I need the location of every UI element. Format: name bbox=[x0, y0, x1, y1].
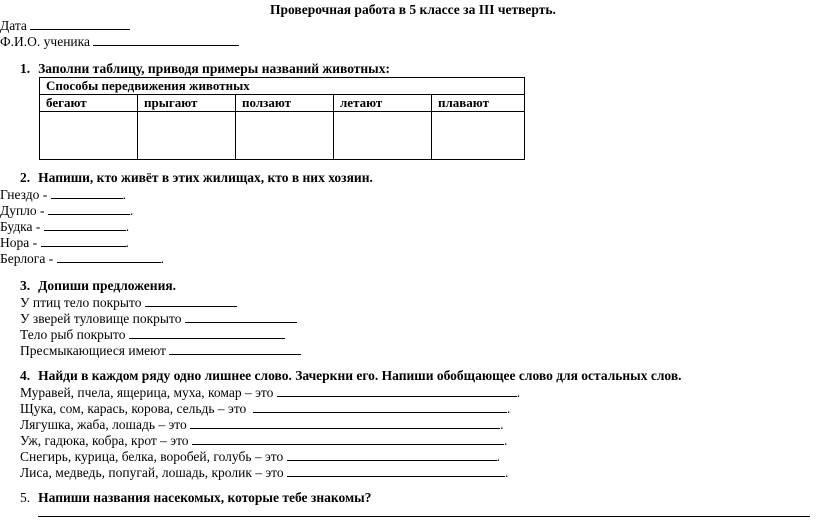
task3-item-label: У птиц тело покрыто bbox=[20, 295, 142, 310]
task3-item-label: У зверей туловище покрыто bbox=[20, 311, 182, 326]
task3-item bbox=[20, 326, 285, 343]
task4-item-label: Муравей, пчела, ящерица, муха, комар – это bbox=[20, 385, 274, 400]
answer-blank[interactable] bbox=[145, 294, 237, 307]
task2-text: Напиши, кто живёт в этих жилищах, кто в них хозяин. bbox=[38, 170, 373, 185]
task3-text: Допиши предложения. bbox=[38, 278, 177, 293]
task3-item bbox=[20, 310, 297, 327]
column-header: прыгают bbox=[138, 95, 236, 112]
task5-number: 5. bbox=[20, 490, 31, 505]
task4-item bbox=[20, 384, 520, 401]
task4-item-label: Лиса, медведь, попугай, лошадь, кролик – это bbox=[20, 465, 284, 480]
period: . bbox=[507, 401, 511, 416]
task4-item-label: Щука, сом, карась, корова, сельдь – это bbox=[20, 401, 247, 416]
task2-item bbox=[0, 250, 164, 267]
task1-text: Заполни таблицу, приводя примеры названий животных: bbox=[38, 61, 390, 76]
page-title: Проверочная работа в 5 классе за III четверть. bbox=[270, 2, 556, 17]
task3-item bbox=[20, 342, 301, 359]
task4-heading bbox=[20, 368, 682, 384]
task3-item-label: Тело рыб покрыто bbox=[20, 327, 126, 342]
answer-cell[interactable] bbox=[334, 112, 432, 160]
task4-item-label: Снегирь, курица, белка, воробей, голубь – это bbox=[20, 449, 284, 464]
answer-blank[interactable] bbox=[44, 218, 126, 231]
task2-item-label: Дупло - bbox=[0, 203, 45, 218]
answer-blank[interactable] bbox=[41, 234, 126, 247]
task5-text: Напиши названия насекомых, которые тебе знакомы? bbox=[38, 490, 372, 505]
task4-item bbox=[20, 432, 507, 449]
answer-cell[interactable] bbox=[138, 112, 236, 160]
answer-blank[interactable] bbox=[192, 432, 504, 445]
period: . bbox=[516, 385, 521, 400]
date-line bbox=[0, 17, 130, 34]
period: . bbox=[496, 449, 501, 464]
period: . bbox=[503, 433, 508, 448]
task3-number: 3. bbox=[20, 278, 31, 293]
answer-blank[interactable] bbox=[57, 250, 161, 263]
period: . bbox=[125, 235, 129, 250]
answer-cell[interactable] bbox=[432, 112, 525, 160]
answer-blank[interactable] bbox=[48, 202, 130, 215]
task5-answer-line[interactable] bbox=[38, 515, 810, 517]
name-label: Ф.И.О. ученика bbox=[0, 34, 90, 49]
task4-item bbox=[20, 464, 508, 481]
column-header: плавают bbox=[432, 95, 525, 112]
table-header: Способы передвижения животных bbox=[40, 78, 525, 95]
date-label: Дата bbox=[0, 18, 27, 33]
task2-item-label: Берлога - bbox=[0, 251, 54, 266]
task2-item bbox=[0, 202, 133, 219]
task2-item bbox=[0, 234, 129, 251]
answer-blank[interactable] bbox=[287, 464, 505, 477]
task4-item bbox=[20, 448, 500, 465]
answer-blank[interactable] bbox=[287, 448, 497, 461]
period: . bbox=[505, 465, 509, 480]
task2-item-label: Будка - bbox=[0, 219, 41, 234]
answer-blank[interactable] bbox=[169, 342, 301, 355]
period: . bbox=[122, 187, 126, 202]
task3-item bbox=[20, 294, 237, 311]
period: . bbox=[125, 219, 130, 234]
task4-item-label: Уж, гадюка, кобра, крот – это bbox=[20, 433, 189, 448]
column-header: ползают bbox=[236, 95, 334, 112]
task2-item-label: Гнездо - bbox=[0, 187, 48, 202]
name-line bbox=[0, 33, 239, 50]
task2-item-label: Нора - bbox=[0, 235, 38, 250]
period: . bbox=[500, 417, 504, 432]
column-header: летают bbox=[334, 95, 432, 112]
task1-number: 1. bbox=[20, 61, 31, 76]
answer-blank[interactable] bbox=[185, 310, 297, 323]
answer-blank[interactable] bbox=[190, 416, 500, 429]
period: . bbox=[129, 203, 134, 218]
task1-heading bbox=[20, 61, 390, 77]
task3-item-label: Пресмыкающиеся имеют bbox=[20, 343, 166, 358]
answer-cell[interactable] bbox=[40, 112, 138, 160]
task4-item bbox=[20, 416, 504, 433]
task2-number: 2. bbox=[20, 170, 31, 185]
answer-blank[interactable] bbox=[253, 400, 507, 413]
task4-item bbox=[20, 400, 510, 417]
column-header: бегают bbox=[40, 95, 138, 112]
date-blank[interactable] bbox=[30, 17, 130, 30]
animals-movement-table bbox=[39, 77, 525, 160]
task2-item bbox=[0, 218, 129, 235]
task4-number: 4. bbox=[20, 368, 31, 383]
task3-heading bbox=[20, 278, 176, 294]
task5-heading bbox=[20, 490, 371, 506]
task4-text: Найди в каждом ряду одно лишнее слово. Зачеркни его. Напиши обобщающее слово для остальных слов. bbox=[38, 368, 682, 383]
task2-heading bbox=[20, 170, 373, 186]
name-blank[interactable] bbox=[93, 33, 239, 46]
answer-blank[interactable] bbox=[51, 186, 123, 199]
period: . bbox=[160, 251, 164, 266]
task4-item-label: Лягушка, жаба, лошадь – это bbox=[20, 417, 187, 432]
answer-cell[interactable] bbox=[236, 112, 334, 160]
answer-blank[interactable] bbox=[277, 384, 517, 397]
answer-blank[interactable] bbox=[129, 326, 285, 339]
task2-item bbox=[0, 186, 126, 203]
